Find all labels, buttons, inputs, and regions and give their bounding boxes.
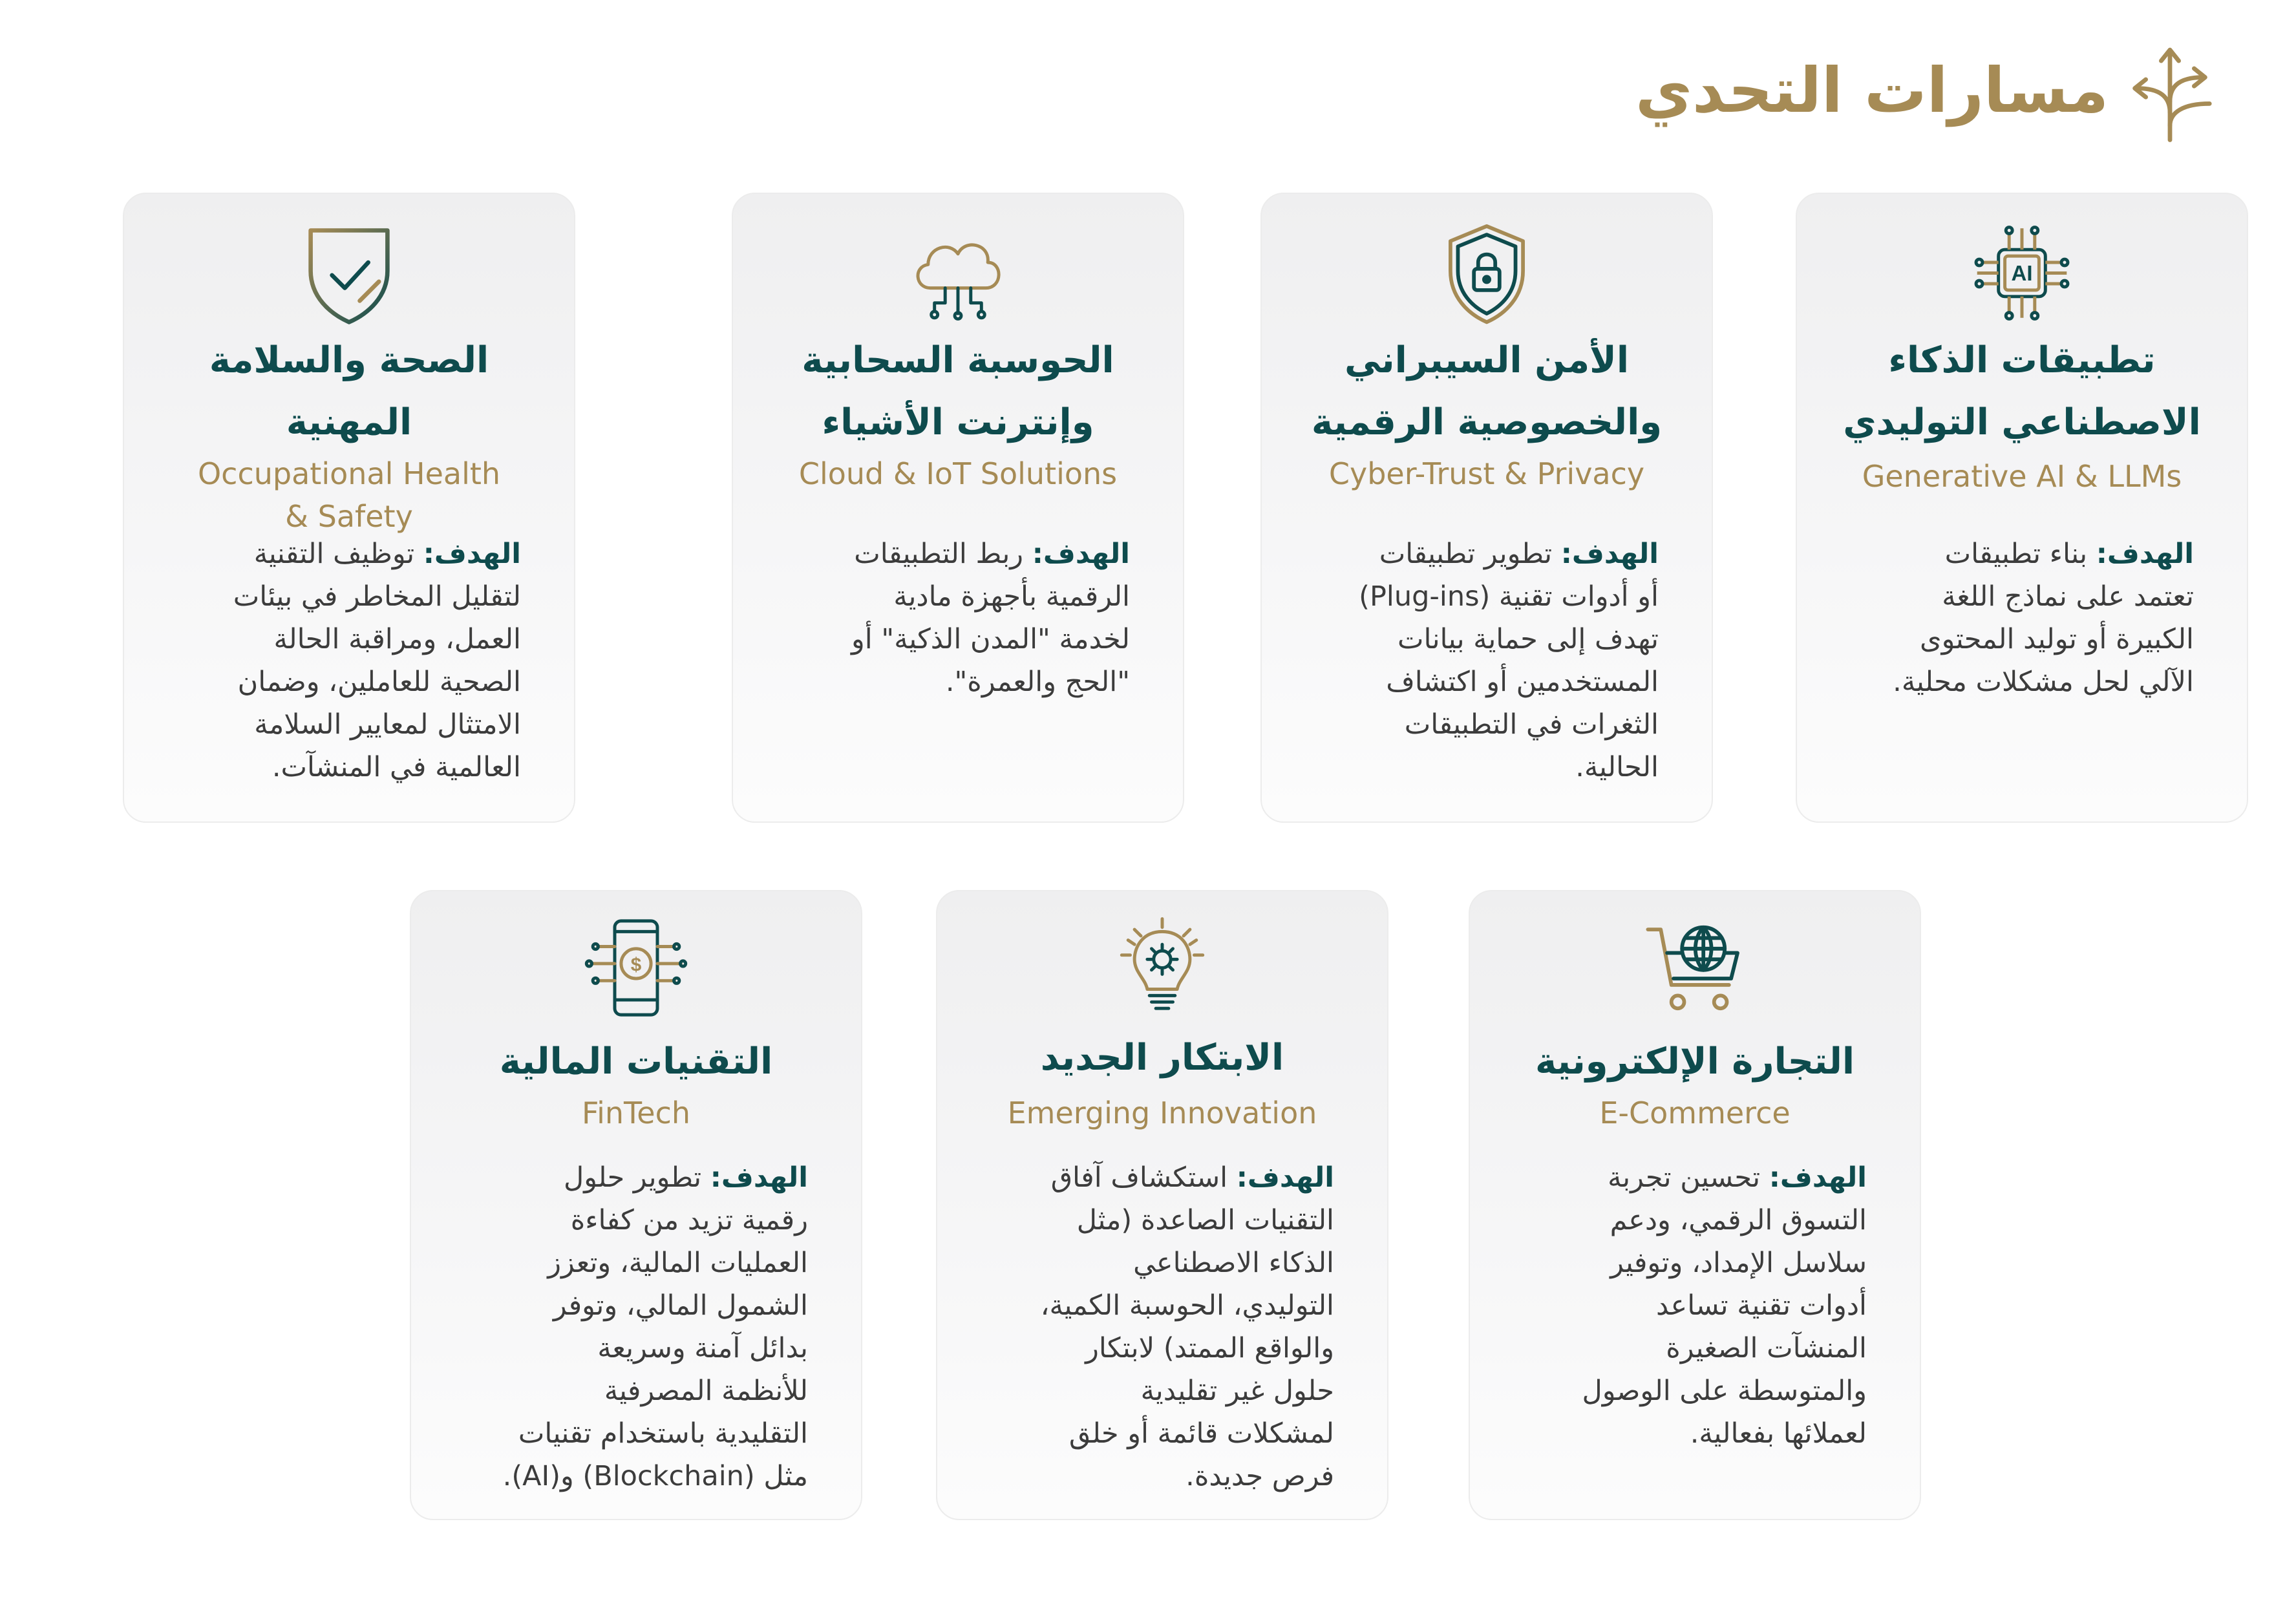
track-card-cloud-iot [732, 193, 1184, 823]
track-description [177, 533, 521, 789]
track-description [1850, 533, 2194, 703]
track-title: الأمن السيبراني والخصوصية الرقمية [1311, 339, 1663, 443]
page-header [1635, 32, 2225, 149]
goal-label: الهدف: [423, 538, 521, 570]
shopping-cart-globe-icon [1640, 915, 1750, 1021]
track-title: تطبيقات الذكاء الاصطناعي التوليدي [1843, 339, 2201, 443]
track-description-text: ربط التطبيقات الرقمية بأجهزة مادية لخدمة "المدن الذكية" أو "الحج والعمرة". [851, 538, 1130, 698]
track-title: الحوسبة السحابية وإنترنت الأشياء [802, 339, 1114, 443]
goal-label: الهدف: [710, 1161, 808, 1194]
svg-text:AI: AI [2011, 261, 2033, 286]
track-card-cyber-trust [1260, 193, 1713, 823]
track-card-generative-ai [1796, 193, 2248, 823]
goal-label: الهدف: [1032, 538, 1130, 570]
cloud-iot-icon [903, 220, 1013, 326]
mobile-fintech-icon [581, 915, 691, 1021]
crossroads-arrows-icon [2115, 36, 2225, 145]
page-title: مسارات التحدي [1635, 54, 2109, 127]
track-subtitle: Cloud & IoT Solutions [798, 456, 1118, 491]
track-title: التجارة الإلكترونية [1535, 1041, 1855, 1083]
goal-label: الهدف: [1560, 538, 1659, 570]
goal-label: الهدف: [1236, 1161, 1334, 1194]
track-description [786, 533, 1130, 703]
track-description-text: تطوير تطبيقات أو أدوات تقنية (Plug-ins) تهدف إلى حماية بيانات المستخدمين أو اكتشاف الثغرات في التطبيقات الحالية. [1359, 538, 1659, 783]
svg-text:$: $ [630, 954, 642, 976]
track-subtitle: Generative AI & LLMs [1862, 459, 2182, 494]
track-card-emerging-innovation [936, 890, 1388, 1520]
ai-chip-icon [1967, 220, 2077, 326]
lightbulb-gear-icon [1107, 915, 1217, 1021]
track-description [1523, 1156, 1867, 1455]
track-subtitle: FinTech [581, 1096, 691, 1130]
track-title: التقنيات المالية [499, 1041, 773, 1083]
track-description [990, 1156, 1334, 1498]
track-description-text: استكشاف آفاق التقنيات الصاعدة (مثل الذكاء الاصطناعي التوليدي، الحوسبة الكمية، والواقع الممتد) لابتكار حلول غير تقليدية لمشكلات قائمة أو خلق فرص جديدة. [1040, 1161, 1334, 1492]
track-description-text: بناء تطبيقات تعتمد على نماذج اللغة الكبيرة أو توليد المحتوى الآلي لحل مشكلات محلية. [1893, 538, 2194, 698]
shield-check-icon [294, 220, 404, 326]
track-card-fintech [410, 890, 862, 1520]
track-card-e-commerce [1469, 890, 1921, 1520]
goal-label: الهدف: [1769, 1161, 1867, 1194]
track-description [1315, 533, 1659, 789]
track-description-text: توظيف التقنية لتقليل المخاطر في بيئات العمل، ومراقبة الحالة الصحية للعاملين، وضمان الامتثال لمعايير السلامة العالمية في المنشآت. [233, 538, 521, 783]
track-subtitle: Emerging Innovation [1007, 1096, 1317, 1130]
track-title: الابتكار الجديد [1040, 1037, 1284, 1079]
track-description-text: تطوير حلول رقمية تزيد من كفاءة العمليات المالية، وتعزز الشمول المالي، وتوفر بدائل آمنة وسريعة للأنظمة المصرفية التقليدية باستخدام تقنيات مثل (Blockchain) و(AI). [502, 1161, 808, 1492]
goal-label: الهدف: [2096, 538, 2194, 570]
track-title: الصحة والسلامة المهنية [209, 339, 489, 443]
track-description [464, 1156, 808, 1498]
track-description-text: تحسين تجربة التسوق الرقمي، ودعم سلاسل الإمداد، وتوفير أدوات تقنية تساعد المنشآت الصغيرة والمتوسطة على الوصول لعملائها بفعالية. [1582, 1161, 1867, 1450]
shield-lock-icon [1432, 220, 1542, 326]
track-subtitle: E-Commerce [1599, 1096, 1791, 1130]
track-subtitle: Occupational Health & Safety [197, 456, 501, 534]
track-subtitle: Cyber-Trust & Privacy [1328, 456, 1645, 491]
track-card-occupational-health [123, 193, 575, 823]
